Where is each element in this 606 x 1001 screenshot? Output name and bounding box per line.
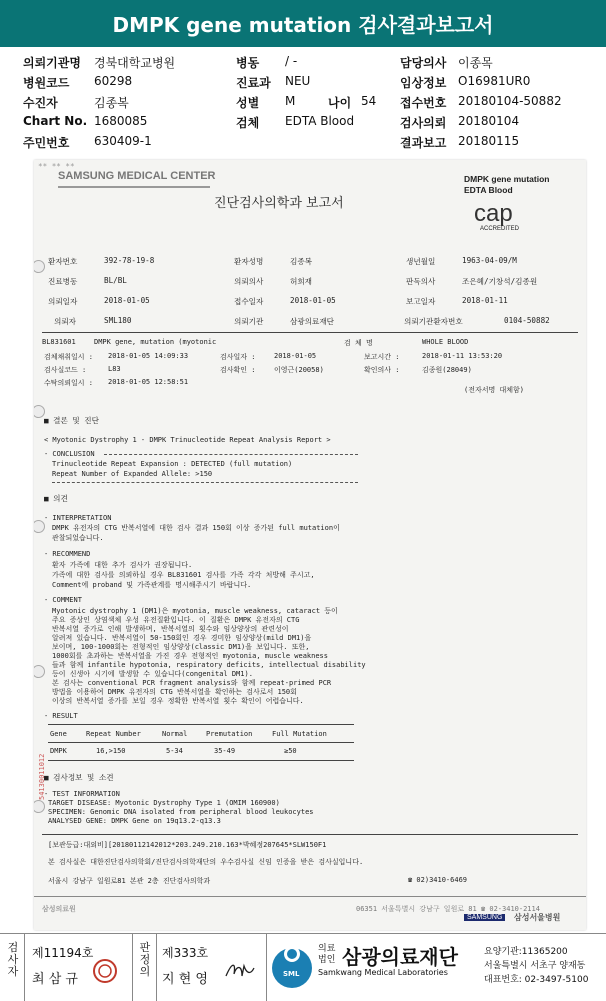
verifier-value: 김종원(28049) — [422, 366, 472, 374]
recommend-heading: - RECOMMEND — [44, 550, 91, 558]
result-repeat-number: 16,>150 — [96, 747, 126, 755]
report-time-label: 보고시간 : — [364, 353, 400, 361]
patient-id-value: 392-78-19-8 — [104, 256, 155, 265]
confirm-value: 이영근(20058) — [274, 366, 324, 374]
receipt-no-value: 20180104-50882 — [458, 94, 562, 108]
reviewer-name: 지 현 영 — [162, 972, 208, 987]
bottom-hospital-name: 삼성의료원 — [42, 905, 76, 913]
foundation-english-name: Samkwang Medical Laboratories — [318, 968, 448, 977]
comment-line: 반복서열 증가로 인해 발생하며, 반복서열의 횟수와 임상양상의 관련성이 — [52, 625, 289, 633]
center-name-underline — [58, 186, 210, 188]
org-patient-no-label: 의뢰기관환자번호 — [404, 317, 463, 326]
result-header-gene: Gene — [50, 730, 67, 738]
certificate-line: [보관등급:대외비][20180112142012*203.249.210.163*박혜정207645*SLW150F1 — [48, 841, 327, 849]
ward-value: BL/BL — [104, 276, 127, 285]
report-date-label: 결과보고 — [400, 136, 447, 150]
department-label: 진료과 — [236, 76, 271, 90]
comment-line: 주요 증상인 상염색체 우성 유전질환입니다. 이 질환은 DMPK 유전자의 CTG — [52, 616, 300, 624]
exam-date-label: 검사일자 : — [220, 353, 256, 361]
reading-physician-value: 조은혜/기창석/김종원 — [462, 277, 538, 286]
comment-heading: - COMMENT — [44, 596, 82, 604]
interpretation-line-2: 관찰되었습니다. — [52, 534, 104, 542]
cap-accredited: ACCREDITED — [480, 226, 520, 232]
scan-report-title: 진단검사의학과 보고서 — [214, 196, 344, 211]
specimen-label: 검체 — [236, 116, 260, 130]
divider — [266, 934, 267, 1001]
comment-line: 방법을 이용하여 DMPK 유전자의 CTG 반복서열을 확인하는 검사로서 150회 — [52, 688, 297, 696]
chart-no-label: Chart No. — [23, 114, 88, 128]
birthdate-label: 생년월일 — [406, 257, 436, 266]
resident-no-value: 630409-1 — [94, 134, 152, 148]
reviewer-label: 판정의 — [139, 941, 151, 978]
age-label: 나이 — [328, 96, 352, 110]
requester-label: 의뢰자 — [54, 317, 77, 326]
comment-line: 알려져 있습니다. 반복서열이 50-150회인 경우 경미한 임상양상(mild DM1)을 — [52, 634, 312, 642]
comment-line: 1000회를 초과하는 반복서열을 가진 경우 전형적인 myotonia, muscle weakness — [52, 652, 328, 660]
sml-logo-icon — [270, 942, 314, 990]
requesting-institution-label: 의뢰기관명 — [23, 56, 81, 70]
side-serial-number: 54130011012 — [38, 753, 46, 800]
foundation-name: 삼광의료재단 — [342, 945, 458, 969]
cap-logo: cap — [474, 200, 513, 227]
certification-text: 본 검사실은 대한진단검사의학회/진단검사의학재단의 우수검사실 신임 인증을 받은 검사실입니다. — [48, 858, 364, 866]
result-header-repeat: Repeat Number — [86, 730, 141, 738]
foundation-address: 서울특별시 서초구 양재동 — [484, 961, 586, 971]
bottom-address: 06351 서울특별시 강남구 일원로 81 ☎ 02-3410-2114 — [356, 905, 540, 913]
requester-value: SML180 — [104, 316, 132, 325]
ward-label: 병동 — [236, 56, 260, 70]
age-value: 54 — [361, 94, 377, 108]
interpretation-heading: - INTERPRETATION — [44, 514, 112, 522]
result-premutation-range: 35-49 — [214, 747, 236, 755]
report-footer — [0, 933, 606, 1001]
result-gene: DMPK — [50, 747, 67, 755]
punch-hole — [34, 665, 45, 678]
birthdate-value: 1963-04-09/M — [462, 256, 517, 265]
divider — [42, 332, 578, 333]
comment-line: 보이며, 100-1000회는 전형적인 임상양상(classic DM1)을 보입니다. 또한, — [52, 643, 310, 651]
result-normal-range: 5-34 — [166, 747, 183, 755]
scan-top-code: ** ** ** — [38, 162, 75, 171]
specimen-info: SPECIMEN: Genomic DNA isolated from peripheral blood leukocytes — [48, 808, 314, 816]
punch-hole — [34, 800, 45, 813]
reviewer-license-no: 제333호 — [162, 946, 209, 960]
physician-label: 담당의사 — [400, 56, 447, 70]
specimen-value: EDTA Blood — [285, 114, 355, 128]
patient-info-grid — [0, 50, 606, 152]
corner-test-title: DMPK gene mutation — [464, 174, 550, 184]
requesting-org-value: 삼광의료재단 — [290, 317, 335, 326]
report-date-label: 보고일자 — [406, 297, 436, 306]
department-phone: ☎ 02)3410-6469 — [408, 876, 468, 884]
result-heading: - RESULT — [44, 712, 78, 720]
result-table-top-rule — [48, 724, 354, 725]
result-full-mutation-range: ≥50 — [284, 747, 297, 755]
punch-hole — [34, 260, 45, 273]
divider — [156, 934, 157, 1001]
department-value: NEU — [285, 74, 311, 88]
confirm-label: 검사확인 : — [220, 366, 256, 374]
conclusion-line-2: Repeat Number of Expanded Allele: >150 — [52, 470, 213, 478]
sml-logo-text: SML — [283, 970, 300, 978]
corner-specimen: EDTA Blood — [464, 185, 513, 195]
divider — [24, 934, 25, 1001]
report-time-value: 2018-01-11 13:53:20 — [422, 352, 503, 360]
requesting-org-label: 의뢰기관 — [234, 317, 264, 326]
bottom-hospital-logo: 삼성서울병원 — [514, 913, 561, 922]
examiner-seal — [92, 958, 118, 984]
lab-code-value: L83 — [108, 365, 121, 373]
recommend-line-1: 환자 가족에 대한 추가 검사가 권장됩니다. — [52, 561, 193, 569]
examiner-license-no: 제11194호 — [32, 946, 94, 960]
requesting-institution-value: 경북대학교병원 — [94, 56, 176, 70]
request-date-value: 2018-01-05 — [104, 296, 150, 305]
exam-date-value: 2018-01-05 — [274, 352, 317, 360]
report-date-value: 2018-01-11 — [462, 296, 508, 305]
sex-value: M — [285, 94, 296, 108]
foundation-phone: 대표번호: 02-3497-5100 — [484, 975, 589, 985]
sex-label: 성별 — [236, 96, 260, 110]
org-patient-no-value: 0104-50882 — [504, 316, 550, 325]
result-header-premutation: Premutation — [206, 730, 253, 738]
verifier-label: 확인의사 : — [364, 366, 400, 374]
result-table-header-rule — [48, 742, 354, 743]
result-header-full: Full Mutation — [272, 730, 327, 738]
clinical-info-value: O16981UR0 — [458, 74, 531, 88]
analysis-title: < Myotonic Dystrophy 1 - DMPK Trinucleotide Repeat Analysis Report > — [44, 436, 331, 444]
clinical-info-label: 임상정보 — [400, 76, 447, 90]
ordering-physician-value: 허희재 — [290, 277, 313, 286]
report-header-bar — [0, 0, 606, 47]
patient-name-label: 환자성명 — [234, 257, 264, 266]
interpretation-line-1: DMPK 유전자의 CTG 반복서열에 대한 검사 결과 150회 이상 증가된 full mutation이 — [52, 524, 340, 532]
request-date-value: 20180104 — [458, 114, 520, 128]
specimen-name-value: WHOLE BLOOD — [422, 338, 469, 346]
target-disease: TARGET DISEASE: Myotonic Dystrophy Type 1 (OMIM 160900) — [48, 799, 280, 807]
institution-code: 요양기관:11365200 — [484, 947, 568, 957]
divider — [104, 454, 358, 455]
resident-no-label: 주민번호 — [23, 136, 70, 150]
divider — [132, 934, 133, 1001]
department-address: 서울시 강남구 일원로81 본관 2층 진단검사의학과 — [48, 877, 211, 885]
report-title: DMPK gene mutation 검사결과보고서 — [112, 13, 494, 37]
recommend-line-2: 가족에 대한 검사를 의뢰하실 경우 BL831601 검사를 가족 각각 처방해 주시고, — [52, 571, 315, 579]
e-signature-note: (전자서명 대체함) — [464, 386, 524, 394]
patient-id-label: 환자번호 — [48, 257, 78, 266]
conclusion-line-1: Trinucleotide Repeat Expansion : DETECTED (full mutation) — [52, 460, 293, 468]
patient-label: 수진자 — [23, 96, 58, 110]
lab-code-label: 검사실코드 : — [44, 366, 87, 374]
collection-label: 검체채취일시 : — [44, 353, 94, 361]
recommend-line-3: Comment에 proband 및 가족관계를 명시해주시기 바랍니다. — [52, 581, 252, 589]
divider — [52, 482, 358, 483]
collection-value: 2018-01-05 14:09:33 — [108, 352, 189, 360]
hospital-code-label: 병원코드 — [23, 76, 70, 90]
ordering-physician-label: 의뢰의사 — [234, 277, 264, 286]
result-header-normal: Normal — [162, 730, 188, 738]
ward-label: 진료병동 — [48, 277, 78, 286]
receipt-date-value: 2018-01-05 — [290, 296, 336, 305]
divider — [34, 896, 586, 897]
examiner-label: 검사자 — [7, 941, 19, 978]
comment-line: 등이 신생아 시기에 발생할 수 있습니다(congenital DM1). — [52, 670, 253, 678]
ward-value: / - — [285, 54, 298, 68]
reading-physician-label: 판독의사 — [406, 277, 436, 286]
examiner-name: 최 삼 규 — [32, 972, 78, 987]
test-name: DMPK gene, mutation (myotonic — [94, 338, 217, 346]
samsung-logo: SAMSUNG — [464, 914, 505, 921]
patient-value: 김종복 — [94, 96, 129, 110]
chart-no-value: 1680085 — [94, 114, 148, 128]
reviewer-signature — [222, 958, 258, 984]
section-result-heading: ■ 결론 및 진단 — [44, 416, 99, 425]
request-date-label: 의뢰일자 — [48, 297, 78, 306]
receipt-no-label: 접수번호 — [400, 96, 447, 110]
analysed-gene: ANALYSED GENE: DMPK Gene on 19q13.2-q13.3 — [48, 817, 221, 825]
report-date-value: 20180115 — [458, 134, 520, 148]
sample-received-label: 수탁의뢰일시 : — [44, 379, 94, 387]
center-name: SAMSUNG MEDICAL CENTER — [58, 170, 216, 182]
hospital-code-value: 60298 — [94, 74, 133, 88]
divider — [42, 834, 578, 835]
comment-line: 본 검사는 conventional PCR fragment analysis와 함께 repeat-primed PCR — [52, 679, 332, 687]
comment-line: 이상의 반복서열 증가를 보일 경우 정확한 반복서열 횟수 확인이 어렵습니다. — [52, 697, 304, 705]
comment-line: Myotonic dystrophy 1 (DM1)은 myotonia, muscle weakness, cataract 등이 — [52, 607, 338, 615]
result-table-bottom-rule — [48, 760, 354, 761]
section-opinion-heading: ■ 의견 — [44, 494, 68, 503]
physician-value: 이종목 — [458, 56, 493, 70]
section-info-heading: ■ 검사정보 및 소견 — [44, 773, 114, 782]
request-date-label: 검사의뢰 — [400, 116, 447, 130]
specimen-name-label: 검 체 명 — [344, 339, 373, 347]
foundation-prefix: 의료법인 — [318, 944, 336, 965]
patient-name-value: 김종복 — [290, 257, 313, 266]
test-code: BL831601 — [42, 338, 76, 346]
comment-line: 들과 함께 infantile hypotonia, respiratory deficits, intellectual disability — [52, 661, 366, 669]
test-info-heading: - TEST INFORMATION — [44, 790, 120, 798]
receipt-date-label: 접수일자 — [234, 297, 264, 306]
scanned-report — [34, 160, 586, 930]
sample-received-value: 2018-01-05 12:58:51 — [108, 378, 189, 386]
conclusion-heading: - CONCLUSION — [44, 450, 95, 458]
